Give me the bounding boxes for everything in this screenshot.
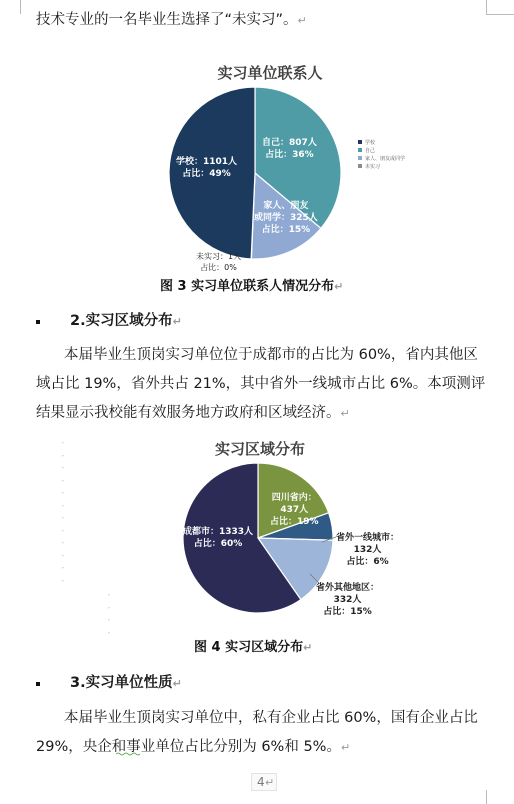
- section3-line2: [36, 735, 350, 756]
- chart3-legend: [358, 138, 405, 170]
- return-mark: ↵: [340, 407, 350, 420]
- return-mark: ↵: [172, 315, 182, 328]
- chart4-label-chengdu-line1: 成都市：1333人: [183, 527, 254, 537]
- chart4-caption: [194, 636, 312, 655]
- chart4-label-chengdu-pct: 占比：60%: [193, 539, 243, 549]
- chart3-label-self-pct: 占比：36%: [265, 150, 314, 160]
- return-mark: ↵: [265, 776, 275, 789]
- section2-line3-text: 结果显示我校能有效服务地方政府和区域经济。: [36, 405, 341, 421]
- legend-item-none: [358, 162, 405, 170]
- chart3-label-none: [196, 251, 241, 273]
- chart3-label-none-count: 未实习：1人: [196, 252, 242, 261]
- chart4-label-other-line1: 省外其他地区：: [316, 583, 380, 593]
- legend-swatch-self: [358, 148, 362, 152]
- page-number-box: [251, 773, 277, 791]
- crop-mark-top-right: [486, 0, 487, 14]
- section2-heading: [70, 309, 182, 330]
- section2-line2: 域占比 19%，省外共占 21%，其中省外一线城市占比 6%。本项测评: [36, 376, 486, 392]
- chart4-label-other-pct: 占比：15%: [323, 607, 372, 617]
- legend-swatch-family: [358, 156, 362, 160]
- chart3-label-family-line1: 家人、朋友: [263, 201, 309, 211]
- chart4-title: 实习区域分布: [214, 440, 305, 458]
- legend-label-none: 未实习: [365, 163, 381, 170]
- chart4-caption-text: 图 4 实习区域分布: [194, 640, 304, 655]
- format-marks-column-2: , , , ,: [108, 590, 110, 635]
- return-mark: ↵: [172, 677, 182, 690]
- legend-swatch-school: [358, 140, 362, 144]
- return-mark: ↵: [334, 280, 344, 293]
- return-mark: ↵: [303, 641, 313, 654]
- section3-heading-text: 3.实习单位性质: [70, 675, 173, 691]
- return-mark: ↵: [297, 14, 307, 27]
- format-marks-column: , , , , , , , , , , , ,: [62, 438, 64, 583]
- chart4-label-sichuan-pct: 占比：19%: [270, 517, 319, 527]
- section2-heading-text: 2.实习区域分布: [70, 313, 173, 329]
- chart3-label-self-count: 807人: [289, 138, 317, 148]
- chart3-label-family-pct: 占比：15%: [261, 225, 311, 235]
- section2-line3: [36, 401, 350, 422]
- legend-item-family: [358, 154, 405, 162]
- legend-item-self: [358, 146, 405, 154]
- section3-line1: 本届毕业生顶岗实习单位中，私有企业占比 60%，国有企业占比: [64, 710, 478, 726]
- chart4-label-tier1: [336, 532, 399, 568]
- section3-heading: [70, 671, 182, 692]
- chart3-label-family: [254, 200, 318, 236]
- return-mark: ↵: [340, 741, 351, 754]
- chart4-leader-line-other: [308, 572, 328, 588]
- paragraph-top-line: [36, 8, 307, 29]
- chart4-label-other-line2: 332人: [333, 595, 362, 605]
- top-line-text: 技术专业的一名毕业生选择了“未实习”。: [36, 12, 298, 28]
- chart3-caption-text: 图 3 实习单位联系人情况分布: [160, 279, 335, 294]
- crop-mark-top-right-h: [486, 14, 514, 15]
- crop-mark-top-left: [20, 0, 21, 14]
- spellcheck-underline: [116, 752, 142, 756]
- chart3-label-school-count: 学校：1101人: [176, 157, 238, 167]
- chart4-label-tier1-pct: 占比：6%: [346, 557, 389, 567]
- chart3-label-school: [176, 156, 237, 180]
- crop-mark-bottom-right: [486, 790, 487, 804]
- page-number: 4: [257, 775, 265, 789]
- legend-label-family: 家人、朋友或同学: [365, 155, 406, 162]
- legend-swatch-none: [358, 164, 362, 168]
- chart4-label-sichuan-line1: 四川省内：: [271, 493, 317, 503]
- chart4-label-tier1-line1: 省外一线城市：: [336, 533, 400, 543]
- chart3-label-family-line2: 或同学：325人: [254, 213, 318, 223]
- section3-bullet: [36, 682, 40, 686]
- chart3-caption: [160, 275, 343, 294]
- chart4-label-chengdu: [183, 526, 253, 550]
- chart4-leader-line-tier1: [322, 535, 342, 545]
- section3-line2-text: 29%，央企和事业单位占比分别为 6%和 5%。: [36, 739, 341, 755]
- chart3-label-none-pct: 占比：0%: [200, 263, 237, 272]
- chart4-label-sichuan: [270, 492, 319, 528]
- chart3-label-school-pct: 占比：49%: [182, 169, 231, 179]
- legend-label-self: 自己: [365, 147, 376, 154]
- section2-bullet: [36, 320, 40, 324]
- section2-line1: 本届毕业生顶岗实习单位位于成都市的占比为 60%，省内其他区: [64, 347, 478, 363]
- chart3-label-self-name: 自己: [262, 138, 281, 148]
- chart4-label-tier1-line2: 132人: [353, 545, 382, 555]
- chart4-label-sichuan-line2: 437人: [280, 505, 309, 515]
- chart3-title: 实习单位联系人: [217, 64, 323, 82]
- chart3-label-self: 自己：807人 占比：36%: [262, 138, 317, 160]
- legend-label-school: 学校: [365, 139, 376, 146]
- legend-item-school: [358, 138, 405, 146]
